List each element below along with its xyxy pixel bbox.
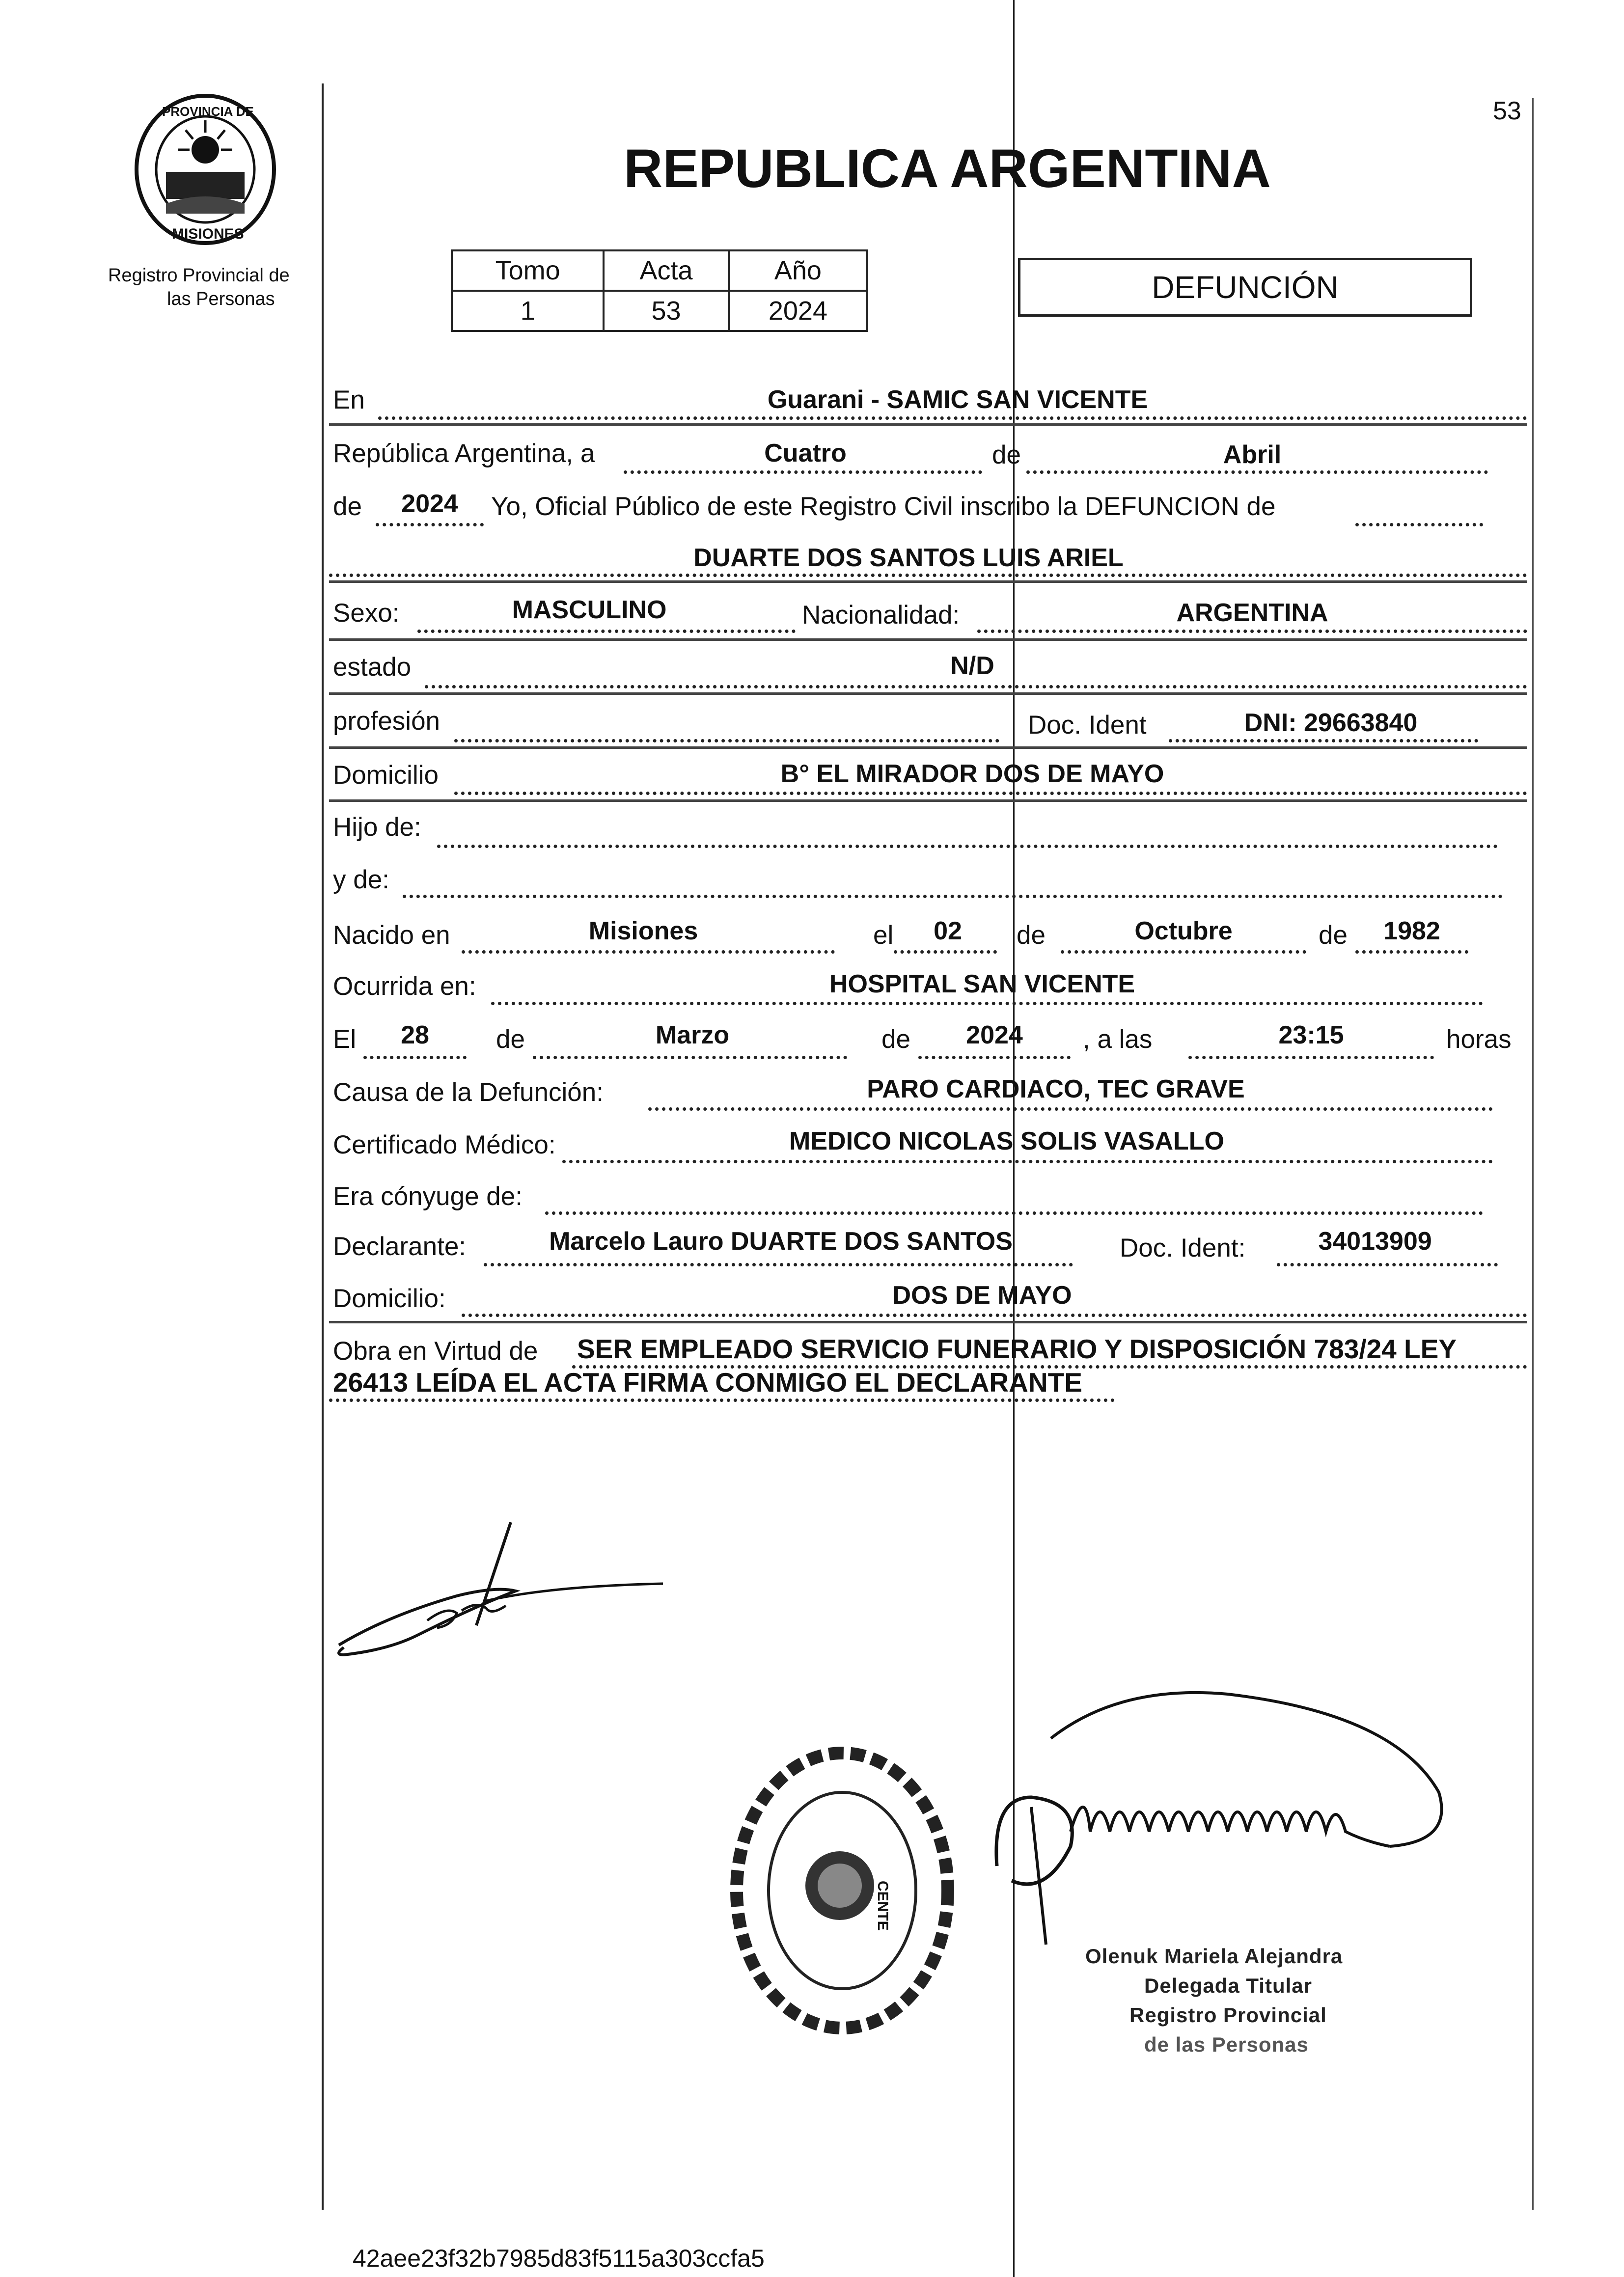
inscribo-dots bbox=[1355, 523, 1483, 526]
signatory-office-1: Registro Provincial bbox=[1129, 2003, 1327, 2027]
nacido-el-label: el bbox=[873, 921, 894, 950]
nacionalidad-label: Nacionalidad: bbox=[802, 601, 960, 630]
obra-label: Obra en Virtud de bbox=[333, 1337, 538, 1366]
estado-value: N/D bbox=[950, 652, 994, 680]
sexo-dots bbox=[417, 630, 796, 633]
signatory-title: Delegada Titular bbox=[1144, 1974, 1312, 1997]
document-type: DEFUNCIÓN bbox=[1152, 270, 1339, 305]
obra-dots-2 bbox=[329, 1399, 1115, 1402]
month-word: Abril bbox=[1223, 440, 1282, 469]
ocurrida-dots bbox=[491, 1002, 1483, 1005]
domicilio2-value: DOS DE MAYO bbox=[892, 1281, 1072, 1310]
year-value: 2024 bbox=[401, 490, 458, 518]
anio-value: 2024 bbox=[729, 291, 867, 331]
de-label: de bbox=[992, 440, 1021, 469]
profesion-dots bbox=[454, 739, 999, 742]
declarante-label: Declarante: bbox=[333, 1232, 467, 1261]
fecha-dia: 28 bbox=[401, 1021, 429, 1049]
obra-line-1: SER EMPLEADO SERVICIO FUNERARIO Y DISPOSICIÓN 783/24 LEY bbox=[577, 1334, 1457, 1364]
certificado-label: Certificado Médico: bbox=[333, 1130, 556, 1159]
row-rule-6 bbox=[329, 692, 1527, 695]
fecha-mes: Marzo bbox=[655, 1021, 730, 1049]
ocurrida-label: Ocurrida en: bbox=[333, 972, 476, 1001]
office-line-2: las Personas bbox=[167, 289, 275, 309]
causa-value: PARO CARDIACO, TEC GRAVE bbox=[867, 1075, 1245, 1103]
en-label: En bbox=[333, 385, 365, 414]
nacido-de-label-2: de bbox=[1319, 921, 1348, 950]
nacido-lugar-dots bbox=[462, 950, 835, 954]
causa-label: Causa de la Defunción: bbox=[333, 1078, 604, 1107]
hora-value: 23:15 bbox=[1278, 1021, 1344, 1049]
official-signature bbox=[972, 1684, 1488, 1959]
document-hash: 42aee23f32b7985d83f5115a303ccfa5 bbox=[353, 2245, 765, 2272]
day-dots bbox=[624, 470, 982, 474]
doc-ident-label: Doc. Ident: bbox=[1120, 1234, 1246, 1262]
fecha-mes-dots bbox=[533, 1056, 847, 1059]
nacido-mes: Octubre bbox=[1134, 917, 1233, 945]
emblem-top-text: PROVINCIA DE bbox=[162, 104, 254, 119]
acta-value: 53 bbox=[604, 291, 729, 331]
domicilio-value: B° EL MIRADOR DOS DE MAYO bbox=[780, 760, 1164, 788]
domicilio-dots bbox=[454, 792, 1527, 795]
nacido-dia: 02 bbox=[934, 917, 962, 945]
declarante-doc: 34013909 bbox=[1318, 1227, 1432, 1256]
conyuge-dots bbox=[545, 1211, 1483, 1215]
en-dots bbox=[378, 416, 1527, 420]
month-dots bbox=[1026, 470, 1488, 474]
domicilio-label: Domicilio bbox=[333, 761, 439, 790]
doc-value: DNI: 29663840 bbox=[1244, 709, 1418, 737]
row-rule-18 bbox=[329, 1321, 1527, 1323]
deceased-name: DUARTE DOS SANTOS LUIS ARIEL bbox=[693, 544, 1124, 572]
nacido-mes-dots bbox=[1061, 950, 1306, 954]
yde-label: y de: bbox=[333, 865, 389, 894]
declarante-dots bbox=[484, 1263, 1073, 1266]
row-rule-4 bbox=[329, 580, 1527, 583]
inscribo-text: Yo, Oficial Público de este Registro Civil inscribo la DEFUNCION de bbox=[491, 492, 1276, 521]
right-margin-line bbox=[1532, 98, 1534, 2210]
nacionalidad-dots bbox=[977, 630, 1527, 633]
fecha-dia-dots bbox=[363, 1056, 467, 1059]
causa-dots bbox=[648, 1107, 1493, 1111]
obra-line-2: 26413 LEÍDA EL ACTA FIRMA CONMIGO EL DECLARANTE bbox=[333, 1367, 1082, 1398]
acta-header: Acta bbox=[604, 250, 729, 291]
name-dots bbox=[329, 574, 1527, 577]
ocurrida-value: HOSPITAL SAN VICENTE bbox=[829, 970, 1135, 998]
hora-dots bbox=[1188, 1056, 1434, 1059]
row-rule-5 bbox=[329, 638, 1527, 641]
anio-header: Año bbox=[729, 250, 867, 291]
document-type-box bbox=[1018, 258, 1472, 317]
declarant-signature bbox=[329, 1508, 673, 1665]
row-rule-1 bbox=[329, 423, 1527, 426]
doc-label: Doc. Ident bbox=[1028, 711, 1147, 740]
hijo-label: Hijo de: bbox=[333, 813, 421, 842]
sexo-label: Sexo: bbox=[333, 599, 400, 628]
certificado-dots bbox=[562, 1160, 1493, 1163]
declarante-value: Marcelo Lauro DUARTE DOS SANTOS bbox=[549, 1227, 1013, 1256]
el-cap-label: El bbox=[333, 1025, 357, 1054]
sexo-value: MASCULINO bbox=[512, 596, 667, 624]
left-margin-line bbox=[322, 83, 324, 2210]
year-dots bbox=[376, 523, 484, 526]
page-number: 53 bbox=[1493, 97, 1521, 125]
nacido-dia-dots bbox=[894, 950, 997, 954]
country-title: REPUBLICA ARGENTINA bbox=[624, 138, 1271, 199]
nacido-de-label: de bbox=[1017, 921, 1046, 950]
domicilio2-label: Domicilio: bbox=[333, 1284, 446, 1313]
day-word: Cuatro bbox=[764, 439, 847, 467]
estado-label: estado bbox=[333, 653, 412, 682]
fecha-de-label: de bbox=[496, 1025, 525, 1054]
nacido-label: Nacido en bbox=[333, 921, 450, 950]
declarante-doc-dots bbox=[1277, 1263, 1498, 1266]
alas-label: , a las bbox=[1083, 1025, 1153, 1054]
nacido-anio: 1982 bbox=[1383, 917, 1440, 945]
official-seal bbox=[722, 1738, 963, 2043]
doc-dots bbox=[1169, 739, 1478, 742]
fecha-anio: 2024 bbox=[966, 1021, 1023, 1049]
row-rule-8 bbox=[329, 799, 1527, 802]
nacido-lugar: Misiones bbox=[588, 917, 698, 945]
republica-label: República Argentina, a bbox=[333, 439, 595, 468]
nacido-anio-dots bbox=[1355, 950, 1468, 954]
emblem-bottom-text: MISIONES bbox=[172, 226, 244, 242]
office-line-1: Registro Provincial de bbox=[108, 265, 290, 286]
estado-dots bbox=[425, 685, 1527, 688]
profesion-label: profesión bbox=[333, 707, 440, 736]
horas-label: horas bbox=[1446, 1025, 1512, 1054]
domicilio2-dots bbox=[462, 1314, 1527, 1317]
fecha-de-label-2: de bbox=[881, 1025, 910, 1054]
yde-dots bbox=[403, 895, 1503, 898]
signatory-office-2: de las Personas bbox=[1144, 2033, 1309, 2056]
certificado-value: MEDICO NICOLAS SOLIS VASALLO bbox=[789, 1127, 1224, 1155]
nacionalidad-value: ARGENTINA bbox=[1176, 599, 1328, 627]
record-table bbox=[451, 249, 868, 332]
de-label-2: de bbox=[333, 492, 362, 521]
conyuge-label: Era cónyuge de: bbox=[333, 1182, 523, 1211]
row-rule-7 bbox=[329, 746, 1527, 749]
seal-side-text: CENTE bbox=[875, 1881, 891, 1931]
signatory-name: Olenuk Mariela Alejandra bbox=[1085, 1945, 1343, 1968]
fecha-anio-dots bbox=[918, 1056, 1071, 1059]
tomo-header: Tomo bbox=[452, 250, 604, 291]
hijo-dots bbox=[437, 845, 1498, 848]
tomo-value: 1 bbox=[452, 291, 604, 331]
en-value: Guarani - SAMIC SAN VICENTE bbox=[767, 385, 1148, 414]
